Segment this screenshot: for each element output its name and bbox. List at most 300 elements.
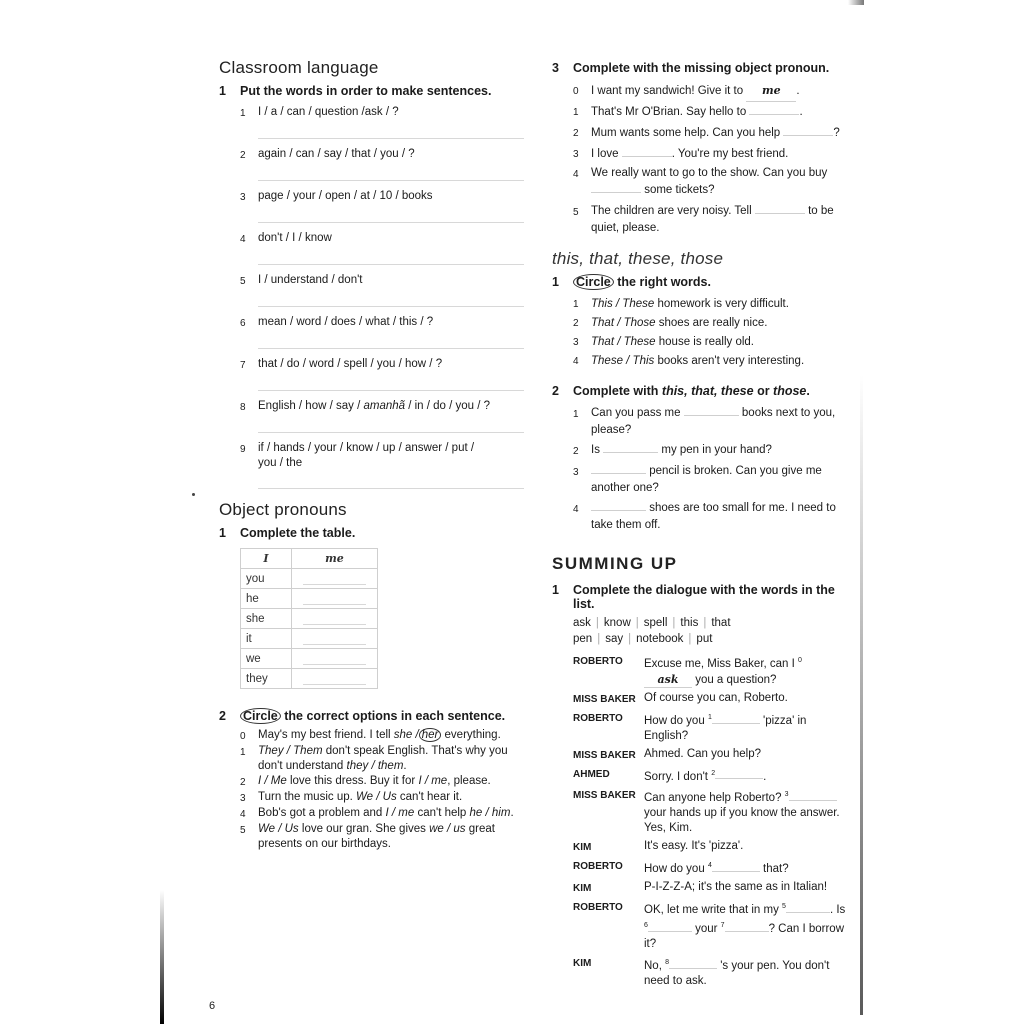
- item-text: [591, 500, 847, 534]
- exercise-heading: [552, 61, 847, 75]
- table-cell-answer[interactable]: [292, 649, 378, 669]
- item-text: mean / word / does / what / this / ?: [258, 316, 434, 328]
- list-item: [573, 352, 847, 371]
- text-part: .: [799, 106, 803, 118]
- speaker-name: KIM: [573, 883, 592, 895]
- word-option: know: [603, 617, 631, 629]
- page-edge-shadow-left: [160, 890, 164, 1024]
- circle-options-list: [240, 728, 524, 852]
- item-number: 1: [573, 299, 579, 310]
- option-text[interactable]: he / him: [469, 807, 511, 819]
- header-text: I: [263, 552, 269, 565]
- answer-blank[interactable]: [303, 624, 366, 625]
- blank-number: 2: [711, 769, 716, 777]
- item-text: I / a / can / question /ask / ?: [258, 106, 399, 118]
- list-item: [573, 295, 847, 314]
- table-header-object: [292, 549, 378, 569]
- list-item: [240, 273, 524, 289]
- text-part: How do you: [644, 863, 708, 876]
- text-part: can't hear it.: [396, 791, 463, 803]
- answer-blank[interactable]: [669, 968, 717, 969]
- text-part: . Is: [829, 903, 846, 916]
- option-text[interactable]: We / Us: [258, 823, 299, 835]
- table-cell-subject: he: [241, 589, 292, 609]
- circled-word: Circle: [573, 274, 614, 290]
- answer-blank[interactable]: [715, 778, 763, 779]
- text-part: ? Can I borrow it?: [644, 922, 845, 950]
- speech-text: [644, 955, 847, 989]
- exercise-number: 1: [219, 84, 226, 98]
- answer-blank[interactable]: [303, 644, 366, 645]
- item-number: 2: [573, 318, 579, 329]
- speaker-name: MISS BAKER: [573, 693, 636, 705]
- text-part: That's Mr O'Brian. Say hello to: [591, 106, 747, 118]
- table-row: [241, 669, 378, 689]
- answer-blank[interactable]: [591, 473, 646, 474]
- table-cell-answer[interactable]: [292, 589, 378, 609]
- exercise-instruction: Complete with the missing object pronoun.: [573, 61, 830, 75]
- item-number: 0: [240, 731, 246, 742]
- table-cell-subject: you: [241, 569, 292, 589]
- list-item: [573, 442, 847, 460]
- text-part: love this dress. Buy it for: [286, 775, 419, 787]
- text-part: to be quiet, please.: [591, 205, 834, 234]
- blank-number: 7: [720, 921, 725, 929]
- text-part: I want my sandwich! Give it to: [591, 85, 744, 97]
- dialogue-line: [573, 691, 847, 707]
- answer-blank[interactable]: [783, 135, 833, 136]
- answer-blank[interactable]: [303, 584, 366, 585]
- exercise-number: 1: [219, 526, 226, 540]
- answer-blank[interactable]: [786, 912, 830, 913]
- table-row: [241, 629, 378, 649]
- item-text: [258, 806, 524, 822]
- table-cell-subject: she: [241, 609, 292, 629]
- option-text[interactable]: we / us: [429, 823, 466, 835]
- table-cell-subject: they: [241, 669, 292, 689]
- text-part: books aren't very interesting.: [654, 355, 805, 367]
- text-part: Can you pass me: [591, 407, 681, 419]
- item-text: [258, 744, 524, 774]
- item-text-part: English / how / say /: [258, 400, 364, 412]
- answer-blank[interactable]: [622, 156, 672, 157]
- item-text: [591, 203, 847, 237]
- instruction-italic: this, that, these: [661, 384, 754, 398]
- text-part: can't help: [414, 807, 470, 819]
- text-part: some tickets?: [644, 184, 715, 196]
- table-cell-answer[interactable]: [292, 629, 378, 649]
- list-item: [240, 105, 524, 121]
- answer-blank[interactable]: [789, 800, 837, 801]
- item-text: [258, 774, 524, 790]
- text-part: shoes are too small for me. I need to take them off.: [591, 502, 836, 531]
- instruction-text: Complete with: [573, 384, 662, 398]
- item-text: [591, 314, 847, 333]
- text-part: your: [691, 922, 721, 935]
- list-item: [573, 463, 847, 497]
- option-text[interactable]: We / Us: [356, 791, 397, 803]
- blank-number: 1: [707, 713, 712, 721]
- answer-blank[interactable]: [303, 664, 366, 665]
- answer-line[interactable]: [258, 487, 524, 489]
- blank-number: 6: [644, 921, 648, 929]
- item-text: page / your / open / at / 10 / books: [258, 190, 433, 202]
- answer-blank[interactable]: [303, 684, 366, 685]
- answer-blank[interactable]: me: [746, 81, 796, 102]
- header-text: me: [325, 552, 344, 565]
- sentence-order-list: [219, 105, 524, 489]
- exercise-instruction: [240, 709, 505, 723]
- item-text: that / do / word / spell / you / how / ?: [258, 358, 443, 370]
- option-text[interactable]: These / This: [591, 355, 655, 367]
- table-header-subject: [241, 549, 292, 569]
- text-part: pencil is broken. Can you give me another one?: [591, 465, 822, 494]
- speech-text: [644, 710, 847, 744]
- item-number: 0: [573, 86, 579, 97]
- table-cell-answer[interactable]: [292, 569, 378, 589]
- item-number: 3: [573, 467, 579, 478]
- text-part: house is really old.: [655, 336, 755, 348]
- table-cell-answer[interactable]: [292, 669, 378, 689]
- item-number: 1: [240, 747, 246, 758]
- text-part: May's my best friend. I tell: [258, 729, 394, 741]
- item-number: 9: [240, 444, 246, 455]
- text-part: you a question?: [692, 673, 777, 686]
- table-cell-subject: we: [241, 649, 292, 669]
- answer-blank[interactable]: [712, 723, 760, 724]
- item-number: 1: [573, 409, 579, 420]
- list-item: [240, 189, 524, 205]
- item-number: 2: [573, 446, 579, 457]
- instruction-italic: those: [773, 384, 807, 398]
- item-number: 4: [573, 169, 579, 180]
- text-part: How do you: [644, 714, 708, 727]
- blank-number: 0: [798, 657, 802, 664]
- option-text[interactable]: I / Me: [258, 775, 287, 787]
- answer-blank[interactable]: [591, 192, 641, 193]
- word-option: this: [680, 617, 699, 629]
- option-text[interactable]: That / Those: [591, 317, 656, 329]
- word-option: spell: [643, 617, 668, 629]
- answer-blank[interactable]: [591, 510, 646, 511]
- text-part: Mum wants some help. Can you help: [591, 127, 781, 139]
- text-part: Turn the music up.: [258, 791, 357, 803]
- speaker-name: KIM: [573, 957, 592, 969]
- blank-number: 8: [665, 958, 669, 966]
- dialogue-line: [573, 899, 847, 952]
- list-item: [573, 81, 847, 102]
- exercise-instruction: [573, 275, 711, 289]
- text-part: We really want to go to the show. Can you buy: [591, 167, 828, 179]
- answer-line[interactable]: [258, 431, 524, 433]
- item-number: 4: [240, 809, 246, 820]
- section-title-object-pronouns: Object pronouns: [219, 500, 347, 519]
- list-item: [240, 728, 524, 744]
- list-item: [240, 774, 524, 790]
- dialogue: [552, 653, 847, 989]
- text-part: Bob's got a problem and: [258, 807, 386, 819]
- item-number: 1: [573, 107, 579, 118]
- list-item: [240, 231, 524, 247]
- circled-word: Circle: [240, 708, 281, 724]
- pronoun-table: [240, 548, 378, 689]
- text-part: 'pizza' in English?: [644, 714, 807, 742]
- answer-line[interactable]: [258, 221, 524, 223]
- dialogue-line: [573, 766, 847, 785]
- table-row: [241, 589, 378, 609]
- text-part: Excuse me, Miss Baker, can I: [644, 657, 799, 670]
- text-part: . You're my best friend.: [671, 148, 789, 160]
- table-header-row: [241, 549, 378, 569]
- speaker-name: ROBERTO: [573, 902, 623, 914]
- answer-line[interactable]: [258, 347, 524, 349]
- list-item: [240, 790, 524, 806]
- text-part: don't speak English. That's why you don't understand: [258, 745, 508, 772]
- text-part: that?: [759, 863, 789, 876]
- item-number: 5: [240, 276, 246, 287]
- exercise-instruction: Put the words in order to make sentences.: [240, 84, 492, 98]
- item-number: 3: [573, 337, 579, 348]
- list-item: [240, 441, 524, 471]
- item-text: [591, 352, 847, 371]
- item-text-italic: amanhã: [363, 400, 406, 412]
- list-item: [573, 102, 847, 123]
- left-column: [219, 58, 524, 852]
- option-text[interactable]: That / These: [591, 336, 656, 348]
- text-part: Can anyone help Roberto?: [644, 792, 785, 805]
- list-item: [573, 144, 847, 165]
- demonstrative-blanks-list: [573, 405, 847, 534]
- text-part: , please.: [447, 775, 491, 787]
- list-item: [240, 357, 524, 373]
- answer-blank[interactable]: [648, 931, 692, 932]
- answer-line[interactable]: [258, 305, 524, 307]
- exercise-instruction: [573, 384, 810, 398]
- speaker-name: MISS BAKER: [573, 749, 636, 761]
- speaker-name: ROBERTO: [573, 861, 623, 873]
- item-text: [258, 728, 524, 744]
- list-item: [573, 333, 847, 352]
- exercise-number: 1: [552, 275, 559, 289]
- page-corner-shadow: [848, 0, 864, 5]
- item-text: [591, 102, 847, 123]
- word-list: [573, 615, 847, 647]
- right-words-list: [573, 295, 847, 371]
- list-item: [573, 165, 847, 199]
- item-text: don't / I / know: [258, 232, 332, 244]
- speech-text: [644, 653, 847, 688]
- speech-text: [644, 766, 847, 785]
- list-item: [240, 399, 524, 415]
- exercise-heading: [219, 84, 524, 98]
- text-part: The children are very noisy. Tell: [591, 205, 752, 217]
- answer-blank[interactable]: [725, 931, 769, 932]
- item-number: 2: [573, 128, 579, 139]
- item-text: [258, 822, 524, 852]
- instruction-text: the correct options in each sentence.: [284, 709, 506, 723]
- exercise-heading: [552, 384, 847, 398]
- exercise-number: 3: [552, 61, 559, 75]
- item-number: 4: [573, 356, 579, 367]
- list-item: [573, 123, 847, 144]
- instruction-text: the right words.: [617, 275, 711, 289]
- item-text: I / understand / don't: [258, 274, 363, 286]
- item-number: 6: [240, 318, 246, 329]
- list-item: [573, 203, 847, 237]
- word-option: say: [605, 633, 624, 645]
- dialogue-line: [573, 839, 847, 855]
- item-text: [591, 123, 847, 144]
- text-part: great presents on our birthdays.: [258, 823, 495, 850]
- answer-line[interactable]: [258, 389, 524, 391]
- word-option: that: [711, 617, 731, 629]
- text-part: Is: [591, 444, 600, 456]
- item-number: 4: [240, 234, 246, 245]
- list-item: [240, 822, 524, 852]
- speaker-name: ROBERTO: [573, 712, 623, 724]
- answer-blank[interactable]: [684, 415, 739, 416]
- answer-blank[interactable]: [749, 114, 799, 115]
- instruction-text: or: [753, 384, 774, 398]
- item-text: if / hands / your / know / up / answer / put / you / the: [258, 442, 475, 469]
- stray-mark: [192, 493, 195, 496]
- exercise-number: 2: [219, 709, 226, 723]
- text-part: OK, let me write that in my: [644, 903, 783, 916]
- speech-text: [644, 858, 847, 877]
- item-number: 3: [240, 793, 246, 804]
- item-text: [591, 333, 847, 352]
- speaker-name: ROBERTO: [573, 656, 623, 667]
- dialogue-line: [573, 955, 847, 989]
- item-text: [591, 165, 847, 199]
- circled-option[interactable]: her: [419, 728, 442, 742]
- item-number: 5: [573, 207, 579, 218]
- blank-number: 5: [782, 903, 786, 911]
- speech-text: P-I-Z-Z-A; it's the same as in Italian!: [644, 881, 828, 894]
- item-text: [591, 463, 847, 497]
- list-item: [240, 744, 524, 774]
- section-title-demonstratives: this, that, these, those: [552, 249, 724, 268]
- text-part: ?: [833, 127, 840, 139]
- text-part: my pen in your hand?: [661, 444, 772, 456]
- text-part: books next to you, please?: [591, 407, 836, 436]
- list-item: [240, 806, 524, 822]
- exercise-heading: [219, 709, 524, 723]
- exercise-instruction: Complete the dialogue with the words in the list.: [573, 583, 835, 611]
- text-part: .: [796, 85, 800, 97]
- answer-blank[interactable]: [712, 871, 760, 872]
- option-text[interactable]: They / Them: [258, 745, 323, 757]
- option-text[interactable]: they / them: [346, 760, 404, 772]
- text-part: .: [403, 760, 407, 772]
- text-part: your hands up if you know the answer. Yes, Kim.: [644, 807, 840, 835]
- exercise-instruction: Complete the table.: [240, 526, 356, 540]
- text-part: .: [510, 807, 514, 819]
- table-row: [241, 649, 378, 669]
- text-part: Sorry. I don't: [644, 770, 712, 783]
- blank-number: 4: [707, 862, 712, 870]
- list-item: [240, 315, 524, 331]
- list-item: [573, 314, 847, 333]
- item-text: [591, 405, 847, 439]
- list-item: [573, 500, 847, 534]
- instruction-text: .: [806, 384, 810, 398]
- dialogue-line: [573, 653, 847, 688]
- text-part: 's your pen. You don't need to ask.: [644, 959, 830, 987]
- table-row: [241, 609, 378, 629]
- answer-blank[interactable]: ask: [644, 672, 692, 688]
- table-row: [241, 569, 378, 589]
- section-title-summing-up: SUMMING UP: [552, 554, 678, 573]
- item-number: 7: [240, 360, 246, 371]
- text-part: No,: [644, 959, 666, 972]
- dialogue-line: [573, 880, 847, 896]
- item-text-part: / in / do / you / ?: [405, 400, 491, 412]
- speech-text: It's easy. It's 'pizza'.: [644, 840, 744, 853]
- word-option: put: [696, 633, 713, 645]
- text-part: love our gran. She gives: [298, 823, 430, 835]
- speech-text: [644, 787, 847, 836]
- item-text: [258, 790, 524, 806]
- item-number: 2: [240, 150, 246, 161]
- exercise-number: 2: [552, 384, 559, 398]
- word-option: pen: [573, 633, 593, 645]
- section-title-classroom-language: Classroom language: [219, 58, 379, 77]
- dialogue-line: [573, 858, 847, 877]
- item-number: 2: [240, 777, 246, 788]
- table-cell-subject: it: [241, 629, 292, 649]
- right-column: [552, 58, 847, 989]
- table-cell-answer[interactable]: [292, 609, 378, 629]
- answer-blank[interactable]: [603, 452, 658, 453]
- item-text: [258, 399, 524, 415]
- speaker-name: MISS BAKER: [573, 790, 636, 802]
- option-text[interactable]: I / me: [385, 807, 415, 819]
- item-number: 3: [240, 192, 246, 203]
- item-text: [591, 442, 847, 460]
- item-number: 8: [240, 402, 246, 413]
- text-part: homework is very difficult.: [654, 298, 789, 310]
- speech-text: [644, 899, 847, 952]
- option-text[interactable]: This / These: [591, 298, 655, 310]
- answer-line[interactable]: [258, 179, 524, 181]
- list-item: [240, 147, 524, 163]
- item-text: again / can / say / that / you / ?: [258, 148, 415, 160]
- item-text: [591, 144, 847, 165]
- answer-line[interactable]: [258, 263, 524, 265]
- speaker-name: AHMED: [573, 768, 610, 780]
- speech-text: Of course you can, Roberto.: [644, 691, 788, 704]
- answer-line[interactable]: [258, 137, 524, 139]
- dialogue-line: [573, 747, 847, 763]
- dialogue-line: [573, 710, 847, 744]
- option-text: she /: [393, 729, 419, 741]
- text-part: shoes are really nice.: [655, 317, 768, 329]
- item-number: 1: [240, 108, 246, 119]
- item-number: 5: [240, 825, 246, 836]
- word-option: ask: [573, 617, 591, 629]
- missing-pronoun-list: [573, 81, 847, 237]
- answer-blank[interactable]: [303, 604, 366, 605]
- answer-blank[interactable]: [755, 213, 805, 214]
- exercise-heading: [219, 526, 524, 540]
- option-text[interactable]: I / me: [418, 775, 448, 787]
- item-number: 4: [573, 504, 579, 515]
- item-text: [591, 295, 847, 314]
- page-edge-shadow-right: [860, 375, 863, 1015]
- blank-number: 3: [784, 791, 789, 799]
- word-list-row: pen | say | notebook | put: [573, 633, 713, 645]
